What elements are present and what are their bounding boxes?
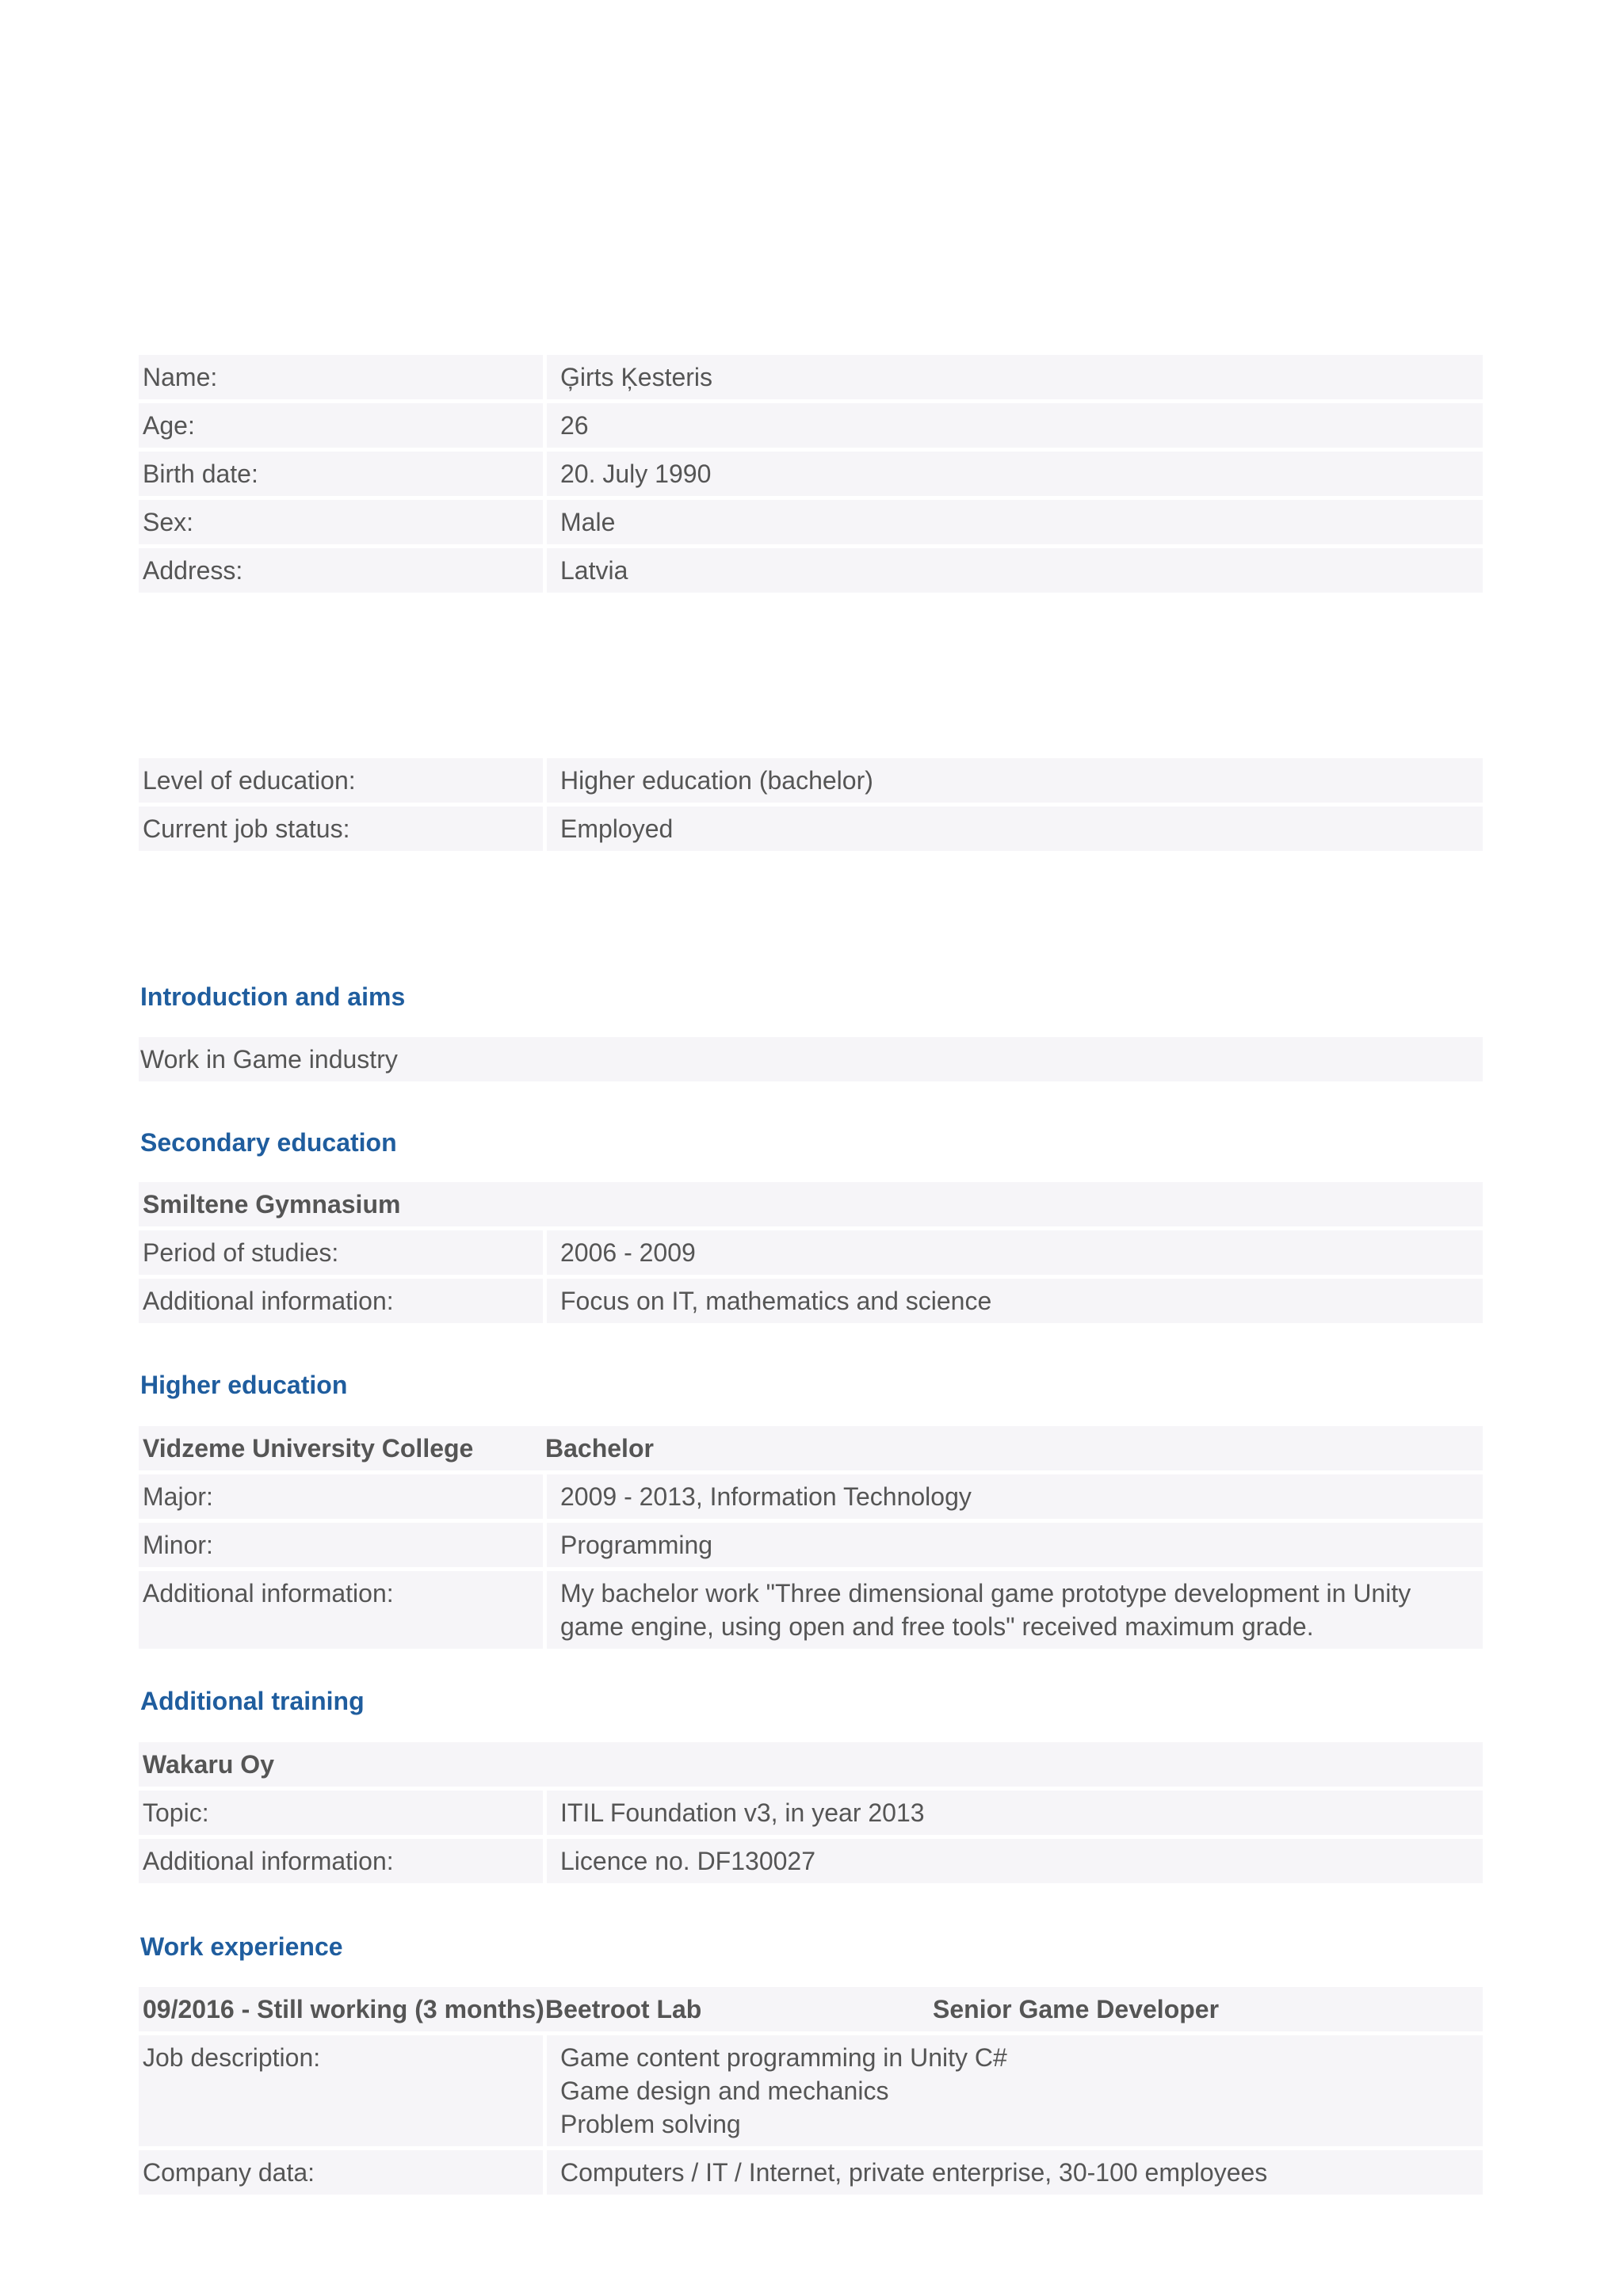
- field-label: Name:: [139, 355, 543, 399]
- field-value: Higher education (bachelor): [547, 758, 1483, 803]
- section-title-training: Additional training: [140, 1687, 365, 1715]
- field-label: Minor:: [139, 1523, 543, 1567]
- work-header-row: [139, 1987, 1483, 2031]
- personal-info-table: [139, 355, 1483, 597]
- degree: Bachelor: [545, 1434, 654, 1463]
- field-value: Latvia: [547, 548, 1483, 593]
- text-line: Game design and mechanics: [560, 2077, 889, 2105]
- field-label: Topic:: [139, 1791, 543, 1835]
- field-label: Major:: [139, 1474, 543, 1519]
- field-label: Sex:: [139, 500, 543, 544]
- section-title-work: Work experience: [140, 1932, 343, 1961]
- section-title-intro: Introduction and aims: [140, 982, 406, 1011]
- higher-row-additional: [139, 1571, 1483, 1649]
- field-label: Age:: [139, 403, 543, 448]
- section-title-higher: Higher education: [140, 1371, 348, 1399]
- field-value: 26: [547, 403, 1483, 448]
- field-value: 2009 - 2013, Information Technology: [547, 1474, 1483, 1519]
- field-value: Computers / IT / Internet, private enterprise, 30-100 employees: [547, 2150, 1483, 2195]
- work-position: Senior Game Developer: [933, 1995, 1220, 2023]
- field-value: Programming: [547, 1523, 1483, 1567]
- work-table: [139, 1987, 1483, 2199]
- field-value: ITIL Foundation v3, in year 2013: [547, 1791, 1483, 1835]
- personal-row-birth-date: [139, 452, 1483, 496]
- field-value: [547, 1571, 1483, 1649]
- higher-table: [139, 1426, 1483, 1653]
- training-provider-row: [139, 1742, 1483, 1787]
- school-name: Smiltene Gymnasium: [143, 1190, 401, 1219]
- work-company: Beetroot Lab: [545, 1995, 702, 2023]
- secondary-row-period: [139, 1230, 1483, 1275]
- work-row-company-data: [139, 2150, 1483, 2195]
- field-value: Employed: [547, 807, 1483, 851]
- field-value: [547, 2035, 1483, 2146]
- higher-row-major: [139, 1474, 1483, 1519]
- field-value: Focus on IT, mathematics and science: [547, 1279, 1483, 1323]
- section-title-secondary: Secondary education: [140, 1128, 397, 1157]
- text-line: My bachelor work "Three dimensional game prototype development in Unity: [560, 1579, 1411, 1608]
- work-period: 09/2016 - Still working (3 months): [143, 1995, 544, 2023]
- text-line: game engine, using open and free tools" received maximum grade.: [560, 1612, 1314, 1641]
- secondary-table: [139, 1182, 1483, 1327]
- work-row-job-description: [139, 2035, 1483, 2146]
- field-label: Job description:: [139, 2035, 543, 2146]
- secondary-school-row: [139, 1182, 1483, 1226]
- personal-row-sex: [139, 500, 1483, 544]
- school-name: Vidzeme University College: [143, 1434, 474, 1463]
- text-line: Game content programming in Unity C#: [560, 2043, 1007, 2072]
- field-label: Additional information:: [139, 1839, 543, 1883]
- field-value: 2006 - 2009: [547, 1230, 1483, 1275]
- personal-row-age: [139, 403, 1483, 448]
- field-value: 20. July 1990: [547, 452, 1483, 496]
- field-label: Birth date:: [139, 452, 543, 496]
- personal-row-address: [139, 548, 1483, 593]
- field-label: Additional information:: [139, 1571, 543, 1649]
- text-line: Problem solving: [560, 2110, 741, 2138]
- field-label: Address:: [139, 548, 543, 593]
- field-label: Current job status:: [139, 807, 543, 851]
- provider-name: Wakaru Oy: [143, 1750, 274, 1779]
- intro-table: [139, 1037, 1483, 1085]
- status-row-education: [139, 758, 1483, 803]
- field-label: Additional information:: [139, 1279, 543, 1323]
- training-row-additional: [139, 1839, 1483, 1883]
- status-table: [139, 758, 1483, 855]
- secondary-row-additional: [139, 1279, 1483, 1323]
- field-value: Male: [547, 500, 1483, 544]
- field-value: Licence no. DF130027: [547, 1839, 1483, 1883]
- training-table: [139, 1742, 1483, 1887]
- higher-school-row: [139, 1426, 1483, 1470]
- intro-text: Work in Game industry: [139, 1037, 1483, 1081]
- personal-row-name: [139, 355, 1483, 399]
- field-label: Level of education:: [139, 758, 543, 803]
- higher-row-minor: [139, 1523, 1483, 1567]
- training-row-topic: [139, 1791, 1483, 1835]
- status-row-job: [139, 807, 1483, 851]
- field-value: Ģirts Ķesteris: [547, 355, 1483, 399]
- field-label: Period of studies:: [139, 1230, 543, 1275]
- field-label: Company data:: [139, 2150, 543, 2195]
